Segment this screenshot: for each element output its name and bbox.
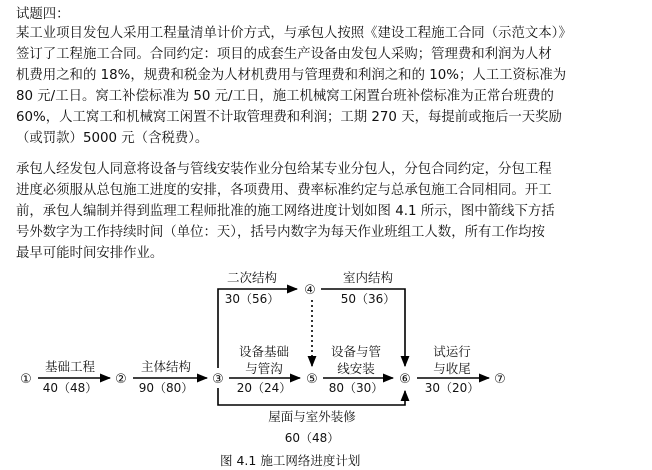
node-6: ⑥ bbox=[399, 372, 411, 387]
activity-interior-structure-label: 室内结构 bbox=[342, 270, 394, 285]
paragraph-line: 号外数字为工作持续时间（单位：天），括号内数字为每天作业班组工人数，所有工作均按 bbox=[16, 224, 545, 240]
paragraph-line: 机费用之和的 18%，规费和税金为人材机费用与管理费和利润之和的 10%；人工工资标准为 bbox=[16, 67, 567, 83]
activity-trial-run-params: 30（20） bbox=[424, 381, 480, 395]
node-1: ① bbox=[20, 372, 32, 387]
activity-trial-run-label-2: 与收尾 bbox=[433, 361, 471, 376]
activity-main-structure-params: 90（80） bbox=[138, 381, 194, 395]
activity-trial-run-label-1: 试运行 bbox=[433, 344, 471, 359]
node-2: ② bbox=[115, 372, 127, 387]
activity-main-structure-label: 主体结构 bbox=[140, 359, 192, 374]
activity-secondary-structure-params: 30（56） bbox=[224, 292, 280, 306]
activity-foundation-label: 基础工程 bbox=[44, 359, 96, 374]
activity-roofing-params: 60（48） bbox=[284, 431, 340, 445]
node-3: ③ bbox=[212, 372, 224, 387]
paragraph-line: 某工业项目发包人采用工程量清单计价方式，与承包人按照《建设工程施工合同（示范文本）》 bbox=[16, 26, 572, 41]
paragraph-line: 最早可能时间安排作业。 bbox=[16, 245, 164, 261]
question-title: 试题四： bbox=[16, 7, 70, 22]
paragraph-line: 签订了工程施工合同。合同约定：项目的成套生产设备由发包人采购；管理费和利润为人材 bbox=[16, 46, 552, 62]
activity-foundation-params: 40（48） bbox=[42, 381, 98, 395]
figure-caption: 图 4.1 施工网络进度计划 bbox=[220, 453, 361, 468]
activity-equipment-foundation-label-2: 与管沟 bbox=[245, 361, 283, 376]
activity-equipment-install-params: 80（30） bbox=[328, 381, 384, 395]
paragraph-line: 承包人经发包人同意将设备与管线安装作业分包给某专业分包人，分包合同约定，分包工程 bbox=[16, 162, 552, 177]
activity-equipment-install-label-1: 设备与管 bbox=[330, 344, 382, 359]
paragraph-line: （或罚款）5000 元（含税费）。 bbox=[16, 130, 209, 146]
paragraph-line: 前，承包人编制并得到监理工程师批准的施工网络进度计划如图 4.1 所示，图中箭线下方括 bbox=[16, 203, 555, 219]
activity-roofing-label: 屋面与室外装修 bbox=[268, 409, 356, 424]
node-7: ⑦ bbox=[494, 372, 506, 387]
activity-secondary-structure-label: 二次结构 bbox=[226, 270, 278, 285]
node-4: ④ bbox=[304, 283, 316, 298]
node-5: ⑤ bbox=[306, 372, 318, 387]
activity-equipment-foundation-label-1: 设备基础 bbox=[238, 344, 290, 359]
activity-interior-structure-params: 50（36） bbox=[340, 292, 396, 306]
activity-equipment-foundation-params: 20（24） bbox=[236, 381, 292, 395]
activity-equipment-install-label-2: 线安装 bbox=[337, 361, 375, 376]
paragraph-line: 60%，人工窝工和机械窝工闲置不计取管理费和利润；工期 270 天，每提前或拖后一天奖励 bbox=[16, 109, 562, 125]
paragraph-line: 80 元/工日。窝工补偿标准为 50 元/工日，施工机械窝工闲置台班补偿标准为正常台班费的 bbox=[16, 88, 554, 104]
paragraph-line: 进度必须服从总包施工进度的安排，各项费用、费率标准约定与总承包施工合同相同。开工 bbox=[16, 182, 552, 198]
